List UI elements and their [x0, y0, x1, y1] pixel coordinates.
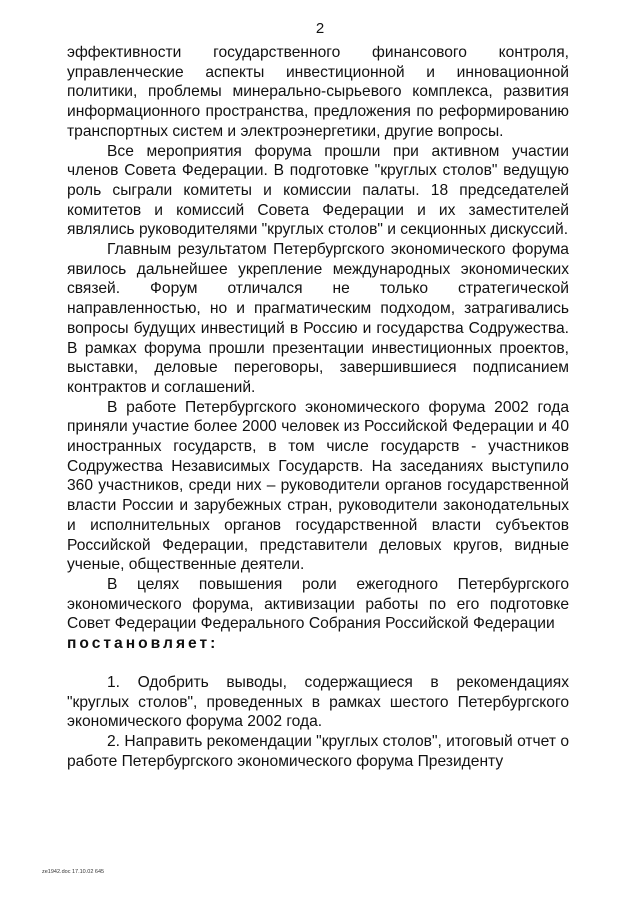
page-number: 2: [315, 20, 325, 37]
document-body: [67, 43, 569, 771]
paragraph-resolution-intro: В целях повышения роли ежегодного Петербургского экономического форума, активизации работы по его подготовке Совет Федерации Федерального Собрания Российской Федерации: [67, 575, 569, 633]
file-footer-code: ze1942.doc 17.10.02 645: [42, 869, 105, 875]
paragraph-participants: В работе Петербургского экономического форума 2002 года приняли участие более 2000 человек из Российской Федерации и 40 иностранных государств, в том числе государств - участников Содружества Независимых Государств. На заседаниях выступило 360 участников, среди них – руководители органов государственной власти России и зарубежных стран, руководители законодательных и исполнительных органов государственной власти субъектов Российской Федерации, представители деловых кругов, видные ученые, общественные деятели.: [67, 398, 569, 574]
paragraph-main-result: Главным результатом Петербургского экономического форума явилось дальнейшее укрепление международных экономических связей. Форум отличался не только стратегической направленностью, но и прагматическим подходом, затрагивались вопросы будущих инвестиций в Россию и государства Содружества. В рамках форума прошли презентации инвестиционных проектов, выставки, деловые переговоры, завершившиеся подписанием контрактов и соглашений.: [67, 241, 569, 396]
paragraph-participation: Все мероприятия форума прошли при активном участии членов Совета Федерации. В подготовке "круглых столов" ведущую роль сыграли комитеты и комиссии палаты. 18 председателей комитетов и комиссий Совета Федерации и их заместителей являлись руководителями "круглых столов" и секционных дискуссий.: [67, 142, 569, 239]
spacer: [67, 654, 569, 673]
resolution-item-1: 1. Одобрить выводы, содержащиеся в рекомендациях "круглых столов", проведенных в рамках шестого Петербургского экономического форума 2002 года.: [67, 673, 569, 731]
decree-word-text: постановляет:: [67, 635, 219, 653]
decree-word: [67, 634, 569, 654]
resolution-item-2: 2. Направить рекомендации "круглых столов", итоговый отчет о работе Петербургского экономического форума Президенту: [67, 732, 569, 770]
paragraph-continuation: эффективности государственного финансового контроля, управленческие аспекты инвестиционной и инновационной политики, проблемы минерально-сырьевого комплекса, развития информационного пространства, предложения по реформированию транспортных систем и электроэнергетики, другие вопросы.: [67, 44, 569, 140]
